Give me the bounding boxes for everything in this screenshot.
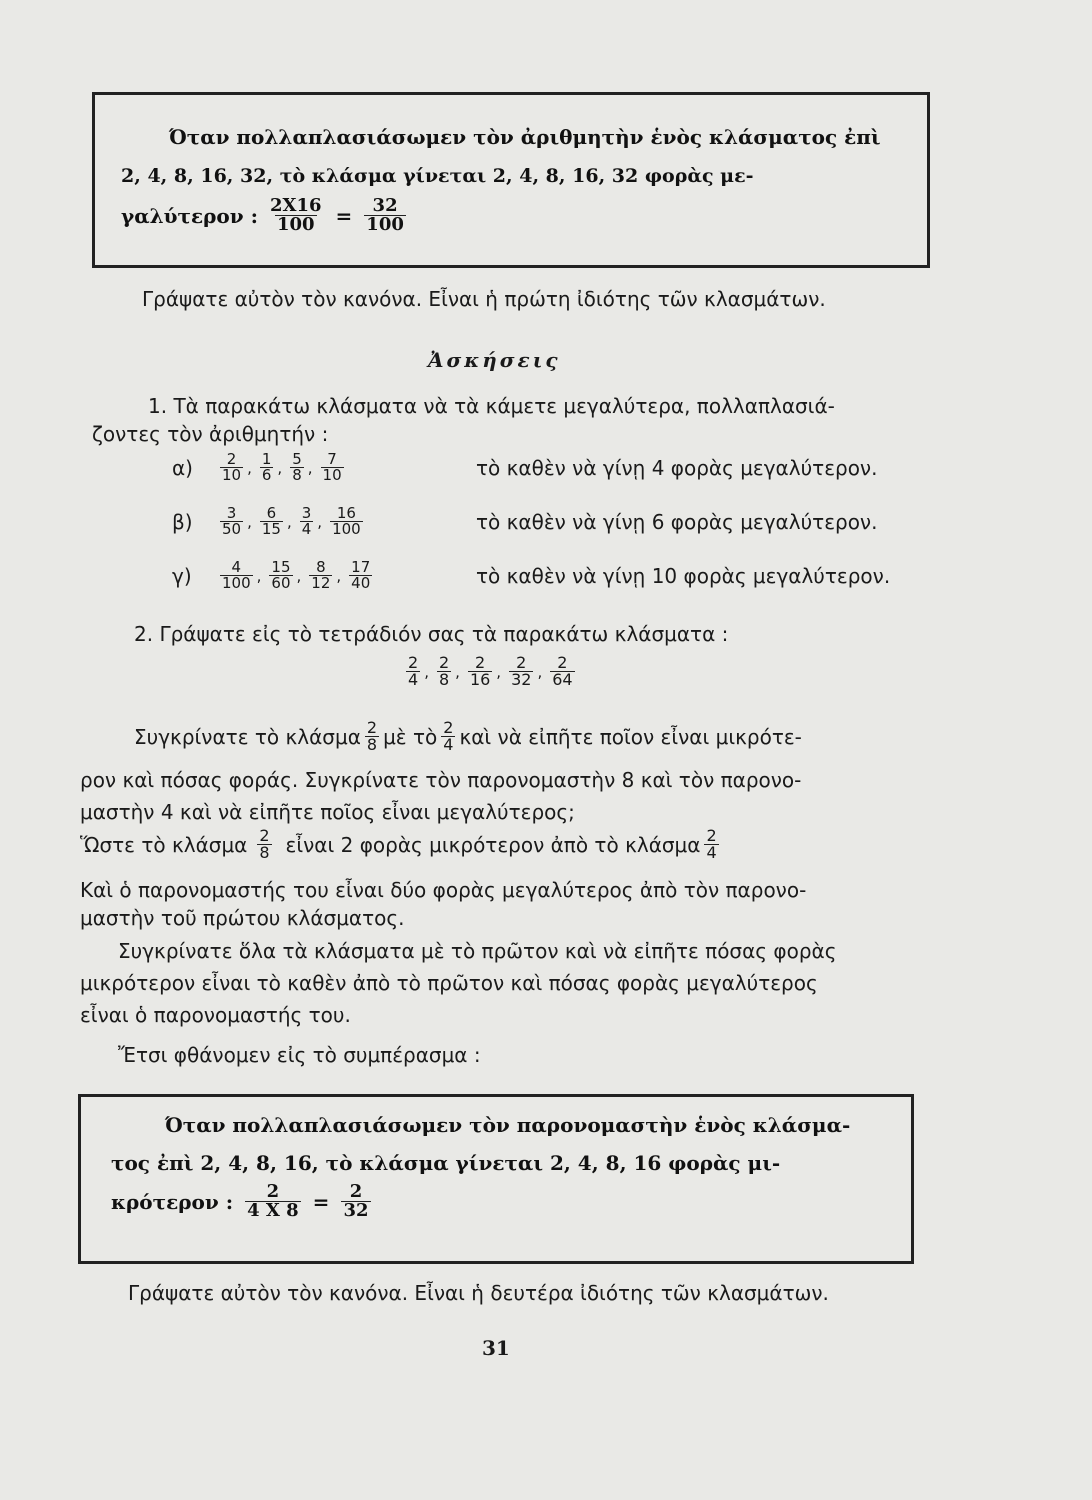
compare-line10: Ἔτσι φθάνομεν εἰς τὸ συμπέρασμα : xyxy=(118,1043,481,1067)
text: καὶ νὰ εἰπῆτε ποῖον εἶναι μικρότε- xyxy=(459,724,802,749)
fraction-denominator: 100 xyxy=(366,214,404,235)
fraction xyxy=(257,828,271,861)
rule2-line1: Όταν πολλαπλασιάσωμεν τὸν παρονομαστὴν ἑνὸς κλάσμα- xyxy=(165,1113,851,1137)
compare-line3: μαστὴν 4 καὶ νὰ εἰπῆτε ποῖος εἶναι μεγαλύτερος; xyxy=(80,800,575,824)
fraction xyxy=(269,560,292,591)
row-instruction: τὸ καθὲν νὰ γίνῃ 4 φορὰς μεγαλύτερον. xyxy=(476,455,878,480)
rule1-fraction-b xyxy=(364,197,406,234)
fraction-numerator: 2 xyxy=(557,653,568,672)
exercise1-row-c xyxy=(172,560,890,591)
fraction xyxy=(290,452,304,483)
fraction-denominator: 4 X 8 xyxy=(247,1200,299,1221)
fraction-numerator: 7 xyxy=(327,450,337,468)
fraction xyxy=(309,560,332,591)
equals-sign: = xyxy=(335,203,353,228)
rule2-fraction-b xyxy=(341,1183,370,1220)
fraction-list: $\frac{4}{100}$ , $\frac{15}{60}$ , $\frac{8}{12}$ , $\frac{17}{40}$ xyxy=(222,558,371,592)
rule-box-second-property xyxy=(78,1094,914,1264)
fraction-numerator: 8 xyxy=(316,558,326,576)
rule1-line1: Όταν πολλαπλασιάσωμεν τὸν ἀριθμητὴν ἑνὸς κλάσματος ἐπὶ xyxy=(169,125,881,149)
fraction-denominator: 4 xyxy=(706,843,717,862)
fraction-denominator: 10 xyxy=(222,466,242,484)
fraction-denominator: 8 xyxy=(292,466,302,484)
compare-line2: ρον καὶ πόσας φοράς. Συγκρίνατε τὸν παρονομαστὴν 8 καὶ τὸν παρονο- xyxy=(80,768,802,792)
fraction xyxy=(550,655,574,688)
fraction-numerator: 2 xyxy=(349,1181,363,1202)
rule2-line2: τος ἐπὶ 2, 4, 8, 16, τὸ κλάσμα γίνεται 2, 4, 8, 16 φορὰς μι- xyxy=(111,1151,781,1175)
exercise1-row-b xyxy=(172,506,877,537)
fraction-numerator: 2 xyxy=(516,653,527,672)
exercise2-line1: 2. Γράψατε εἰς τὸ τετράδιόν σας τὰ παρακάτω κλάσματα : xyxy=(134,622,729,646)
fraction xyxy=(704,828,718,861)
fraction-denominator: 8 xyxy=(438,670,450,689)
fraction xyxy=(220,452,243,483)
fraction-numerator: 5 xyxy=(292,450,302,468)
fraction xyxy=(437,655,451,688)
fraction-denominator: 4 xyxy=(408,670,419,689)
fraction-numerator: 2 xyxy=(438,653,450,672)
fraction xyxy=(365,720,379,753)
fraction xyxy=(321,452,344,483)
fraction-denominator: 32 xyxy=(511,670,532,689)
fraction xyxy=(509,655,533,688)
text: εἶναι 2 φορὰς μικρότερον ἀπὸ τὸ κλάσμα xyxy=(285,832,701,857)
rule-box-first-property xyxy=(92,92,930,268)
fraction-denominator: 8 xyxy=(259,843,270,862)
fraction-numerator: 2 xyxy=(259,826,270,845)
fraction-denominator: 100 xyxy=(332,520,361,538)
note-first-property: Γράψατε αὐτὸν τὸν κανόνα. Εἶναι ἡ πρώτη ἰδιότης τῶν κλασμάτων. xyxy=(142,287,826,311)
note-second-property: Γράψατε αὐτὸν τὸν κανόνα. Εἶναι ἡ δευτέρα ἰδιότης τῶν κλασμάτων. xyxy=(128,1281,829,1305)
fraction-numerator: 2 xyxy=(443,718,454,737)
text: Ὥστε τὸ κλάσμα xyxy=(80,832,248,857)
fraction-numerator: 32 xyxy=(372,195,398,216)
fraction-denominator: 40 xyxy=(351,574,371,592)
rule1-line3-prefix: γαλύτερον : xyxy=(121,203,258,228)
compare-line5: Καὶ ὁ παρονομαστής του εἶναι δύο φορὰς μεγαλύτερος ἀπὸ τὸν παρονο- xyxy=(80,878,807,902)
rule1-line3 xyxy=(121,197,410,234)
fraction-denominator: 60 xyxy=(271,574,291,592)
row-label: β) xyxy=(172,509,193,534)
fraction xyxy=(349,560,372,591)
fraction-list: $\frac{2}{10}$ , $\frac{1}{6}$ , $\frac{5}{8}$ , $\frac{7}{10}$ xyxy=(222,450,342,484)
exercise1-row-a xyxy=(172,452,877,483)
compare-line8: μικρότερον εἶναι τὸ καθὲν ἀπὸ τὸ πρῶτον καὶ πόσας φορὰς μεγαλύτερος xyxy=(80,971,818,995)
fraction-numerator: 16 xyxy=(336,504,356,522)
fraction xyxy=(260,506,283,537)
fraction-numerator: 2 xyxy=(226,450,237,468)
compare-line6: μαστὴν τοῦ πρώτου κλάσματος. xyxy=(80,906,405,930)
fraction xyxy=(260,452,274,483)
fraction-numerator: 15 xyxy=(271,558,291,576)
compare-line9: εἶναι ὁ παρονομαστής του. xyxy=(80,1003,351,1027)
page-number: 31 xyxy=(482,1336,510,1360)
fraction-denominator: 10 xyxy=(322,466,342,484)
exercise1-line2: ζοντες τὸν ἀριθμητήν : xyxy=(92,422,329,446)
fraction-numerator: 3 xyxy=(226,504,237,522)
compare-line4 xyxy=(80,828,723,861)
fraction-denominator: 6 xyxy=(261,466,272,484)
fraction xyxy=(300,506,314,537)
fraction xyxy=(406,655,420,688)
rule2-fraction-a xyxy=(245,1183,301,1220)
fraction-numerator: 4 xyxy=(231,558,242,576)
row-instruction: τὸ καθὲν νὰ γίνῃ 6 φορὰς μεγαλύτερον. xyxy=(476,509,878,534)
fraction-denominator: 12 xyxy=(311,574,331,592)
fraction xyxy=(441,720,455,753)
fraction-numerator: 2 xyxy=(408,653,419,672)
equals-sign: = xyxy=(312,1189,330,1214)
fraction-denominator: 16 xyxy=(469,670,491,689)
text: μὲ τὸ xyxy=(383,724,438,749)
fraction-numerator: 17 xyxy=(351,558,371,576)
rule2-line3 xyxy=(111,1183,375,1220)
fraction-numerator: 1 xyxy=(261,450,272,468)
fraction-denominator: 4 xyxy=(301,520,312,538)
fraction-denominator: 64 xyxy=(552,670,573,689)
fraction-denominator: 15 xyxy=(261,520,281,538)
compare-line1 xyxy=(134,720,802,753)
fraction-denominator: 50 xyxy=(222,520,242,538)
rule2-line3-prefix: κρότερον : xyxy=(111,1189,234,1214)
fraction xyxy=(220,560,253,591)
fraction xyxy=(220,506,243,537)
fraction-list: $\frac{3}{50}$ , $\frac{6}{15}$ , $\frac{3}{4}$ , $\frac{16}{100}$ xyxy=(222,504,361,538)
fraction-numerator: 2 xyxy=(706,826,717,845)
fraction-denominator: 100 xyxy=(222,574,251,592)
fraction-denominator: 32 xyxy=(343,1200,369,1221)
rule1-line2: 2, 4, 8, 16, 32, τὸ κλάσμα γίνεται 2, 4, 8, 16, 32 φορὰς με- xyxy=(121,165,754,187)
text: Συγκρίνατε τὸ κλάσμα xyxy=(134,724,361,749)
fraction-numerator: 2 xyxy=(366,718,378,737)
fraction-numerator: 2X16 xyxy=(269,195,322,216)
exercise1-line1: 1. Τὰ παρακάτω κλάσματα νὰ τὰ κάμετε μεγαλύτερα, πολλαπλασιά- xyxy=(148,394,835,418)
rule1-fraction-a xyxy=(268,197,324,234)
fraction-numerator: 6 xyxy=(266,504,277,522)
exercise2-fraction-list: $\frac{2}{4}$ , $\frac{2}{8}$ , $\frac{2}{16}$ , $\frac{2}{32}$ , $\frac{2}{64}$ xyxy=(408,653,573,689)
fraction-numerator: 3 xyxy=(301,504,312,522)
row-instruction: τὸ καθὲν νὰ γίνῃ 10 φορὰς μεγαλύτερον. xyxy=(476,563,891,588)
fraction-denominator: 100 xyxy=(276,214,315,235)
row-label: γ) xyxy=(172,563,192,588)
fraction-numerator: 2 xyxy=(266,1181,280,1202)
row-label: α) xyxy=(172,455,193,480)
fraction-denominator: 8 xyxy=(366,735,378,754)
fraction xyxy=(468,655,492,688)
fraction-numerator: 2 xyxy=(475,653,486,672)
fraction-denominator: 4 xyxy=(443,735,454,754)
compare-line7: Συγκρίνατε ὅλα τὰ κλάσματα μὲ τὸ πρῶτον καὶ νὰ εἰπῆτε πόσας φορὰς xyxy=(118,939,837,963)
fraction xyxy=(330,506,363,537)
exercises-heading: Ἀσκήσεις xyxy=(428,348,561,372)
